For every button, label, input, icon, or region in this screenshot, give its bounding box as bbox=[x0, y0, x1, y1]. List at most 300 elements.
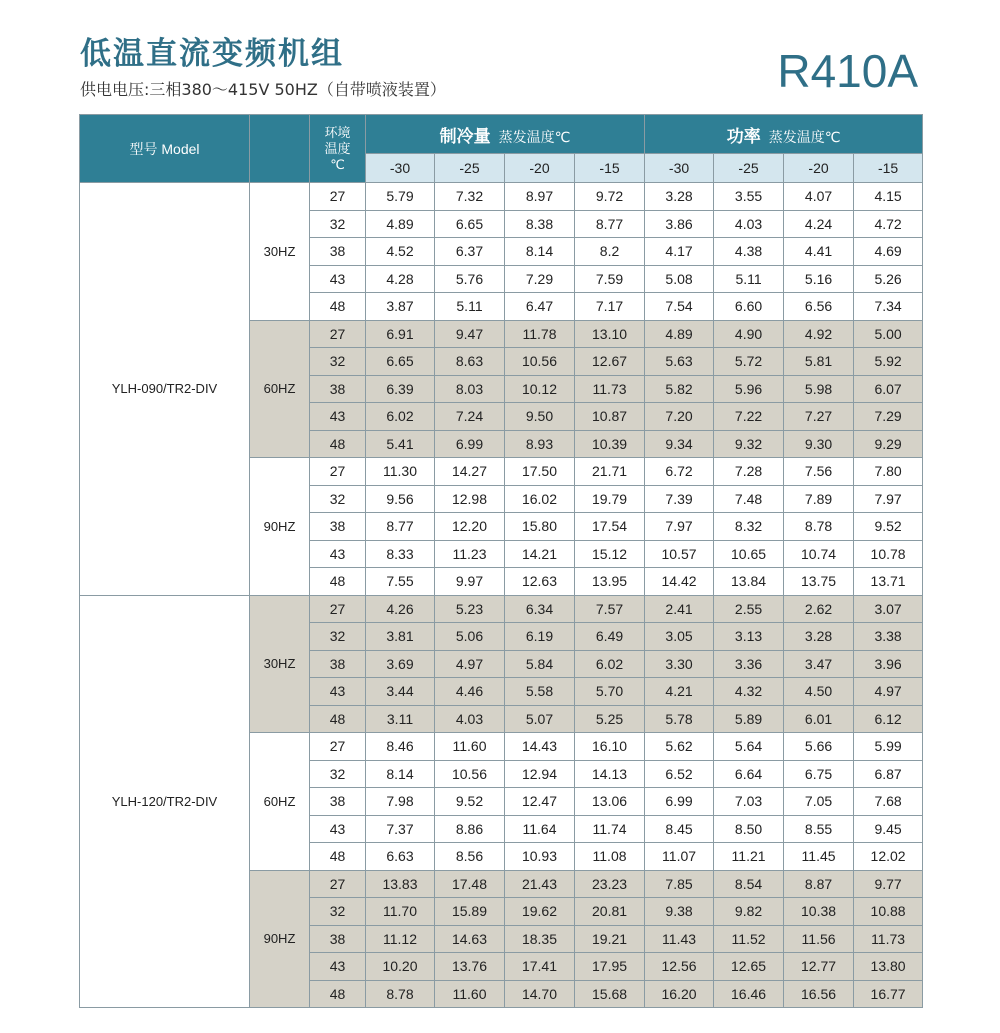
cooling-capacity-cell: 3.69 bbox=[366, 650, 435, 678]
cooling-title: 制冷量 bbox=[439, 126, 491, 146]
cooling-capacity-cell: 12.67 bbox=[575, 348, 645, 376]
model-name-cell: YLH-090/TR2-DIV bbox=[80, 183, 250, 596]
ambient-temp-cell: 38 bbox=[310, 513, 366, 541]
power-cell: 10.88 bbox=[854, 898, 923, 926]
ambient-temp-cell: 43 bbox=[310, 815, 366, 843]
cooling-capacity-cell: 8.46 bbox=[366, 733, 435, 761]
power-cell: 9.29 bbox=[854, 430, 923, 458]
cooling-capacity-cell: 7.24 bbox=[435, 403, 505, 431]
power-cell: 16.56 bbox=[784, 980, 854, 1008]
ambient-temp-cell: 27 bbox=[310, 870, 366, 898]
ambient-temp-cell: 48 bbox=[310, 568, 366, 596]
power-cell: 4.17 bbox=[645, 238, 714, 266]
cooling-capacity-cell: 15.80 bbox=[505, 513, 575, 541]
ambient-temp-cell: 32 bbox=[310, 485, 366, 513]
power-cell: 4.92 bbox=[784, 320, 854, 348]
power-cell: 4.41 bbox=[784, 238, 854, 266]
power-cell: 5.81 bbox=[784, 348, 854, 376]
power-cell: 7.20 bbox=[645, 403, 714, 431]
ambient-temp-cell: 27 bbox=[310, 595, 366, 623]
cooling-capacity-cell: 8.77 bbox=[366, 513, 435, 541]
cooling-capacity-cell: 8.2 bbox=[575, 238, 645, 266]
power-cell: 3.38 bbox=[854, 623, 923, 651]
power-cell: 7.68 bbox=[854, 788, 923, 816]
power-cell: 9.82 bbox=[714, 898, 784, 926]
power-cell: 4.97 bbox=[854, 678, 923, 706]
cooling-capacity-cell: 19.21 bbox=[575, 925, 645, 953]
ambient-temp-cell: 27 bbox=[310, 733, 366, 761]
power-cell: 7.85 bbox=[645, 870, 714, 898]
table-body bbox=[80, 183, 923, 1008]
cooling-capacity-cell: 8.97 bbox=[505, 183, 575, 211]
power-cell: 12.56 bbox=[645, 953, 714, 981]
power-cell: 7.97 bbox=[854, 485, 923, 513]
power-cell: 11.56 bbox=[784, 925, 854, 953]
cooling-capacity-cell: 14.13 bbox=[575, 760, 645, 788]
cooling-capacity-cell: 11.73 bbox=[575, 375, 645, 403]
power-evap-label: 蒸发温度℃ bbox=[768, 128, 841, 145]
evap-temp-header: -15 bbox=[854, 154, 923, 183]
power-cell: 11.52 bbox=[714, 925, 784, 953]
power-cell: 4.90 bbox=[714, 320, 784, 348]
cooling-capacity-cell: 11.60 bbox=[435, 980, 505, 1008]
power-cell: 5.92 bbox=[854, 348, 923, 376]
ambient-temp-cell: 38 bbox=[310, 925, 366, 953]
cooling-capacity-cell: 19.62 bbox=[505, 898, 575, 926]
ambient-temp-cell: 27 bbox=[310, 320, 366, 348]
power-cell: 6.99 bbox=[645, 788, 714, 816]
cooling-capacity-cell: 9.52 bbox=[435, 788, 505, 816]
power-cell: 2.55 bbox=[714, 595, 784, 623]
cooling-capacity-cell: 12.47 bbox=[505, 788, 575, 816]
cooling-capacity-cell: 11.78 bbox=[505, 320, 575, 348]
ambient-header-line2: 温度 bbox=[324, 140, 351, 156]
power-cell: 6.56 bbox=[784, 293, 854, 321]
ambient-temp-cell: 43 bbox=[310, 678, 366, 706]
frequency-cell: 90HZ bbox=[250, 870, 310, 1008]
cooling-capacity-cell: 5.41 bbox=[366, 430, 435, 458]
power-cell: 5.66 bbox=[784, 733, 854, 761]
power-cell: 11.21 bbox=[714, 843, 784, 871]
cooling-capacity-cell: 23.23 bbox=[575, 870, 645, 898]
power-supply-subtitle: 供电电压:三相380～415V 50HZ（自带喷液装置） bbox=[80, 80, 446, 99]
refrigerant-label: R410A bbox=[777, 45, 918, 97]
cooling-capacity-cell: 4.26 bbox=[366, 595, 435, 623]
cooling-capacity-cell: 4.03 bbox=[435, 705, 505, 733]
cooling-capacity-cell: 6.34 bbox=[505, 595, 575, 623]
power-cell: 5.72 bbox=[714, 348, 784, 376]
cooling-capacity-cell: 11.30 bbox=[366, 458, 435, 486]
power-cell: 5.98 bbox=[784, 375, 854, 403]
cooling-capacity-cell: 10.56 bbox=[435, 760, 505, 788]
power-cell: 6.07 bbox=[854, 375, 923, 403]
cooling-capacity-cell: 14.63 bbox=[435, 925, 505, 953]
power-cell: 9.30 bbox=[784, 430, 854, 458]
power-cell: 4.38 bbox=[714, 238, 784, 266]
frequency-cell: 60HZ bbox=[250, 733, 310, 871]
cooling-capacity-cell: 10.39 bbox=[575, 430, 645, 458]
power-cell: 5.08 bbox=[645, 265, 714, 293]
power-cell: 4.50 bbox=[784, 678, 854, 706]
cooling-capacity-cell: 8.56 bbox=[435, 843, 505, 871]
cooling-capacity-cell: 21.43 bbox=[505, 870, 575, 898]
cooling-capacity-cell: 7.57 bbox=[575, 595, 645, 623]
power-cell: 5.78 bbox=[645, 705, 714, 733]
power-cell: 10.38 bbox=[784, 898, 854, 926]
ambient-temp-cell: 38 bbox=[310, 238, 366, 266]
cooling-capacity-cell: 4.46 bbox=[435, 678, 505, 706]
power-cell: 7.27 bbox=[784, 403, 854, 431]
ambient-temp-cell: 32 bbox=[310, 623, 366, 651]
power-cell: 4.72 bbox=[854, 210, 923, 238]
cooling-capacity-cell: 15.12 bbox=[575, 540, 645, 568]
ambient-temp-cell: 43 bbox=[310, 265, 366, 293]
cooling-capacity-cell: 6.02 bbox=[575, 650, 645, 678]
cooling-capacity-cell: 15.89 bbox=[435, 898, 505, 926]
power-cell: 5.99 bbox=[854, 733, 923, 761]
power-cell: 16.46 bbox=[714, 980, 784, 1008]
page-title: 低温直流变频机组 bbox=[80, 36, 344, 72]
power-cell: 5.26 bbox=[854, 265, 923, 293]
power-cell: 4.32 bbox=[714, 678, 784, 706]
cooling-capacity-cell: 11.64 bbox=[505, 815, 575, 843]
evap-temp-header: -15 bbox=[575, 154, 645, 183]
power-cell: 7.28 bbox=[714, 458, 784, 486]
power-cell: 11.43 bbox=[645, 925, 714, 953]
power-cell: 16.77 bbox=[854, 980, 923, 1008]
cooling-capacity-cell: 5.23 bbox=[435, 595, 505, 623]
cooling-capacity-cell: 10.87 bbox=[575, 403, 645, 431]
evap-temp-header: -25 bbox=[435, 154, 505, 183]
ambient-temp-cell: 48 bbox=[310, 430, 366, 458]
cooling-capacity-cell: 10.56 bbox=[505, 348, 575, 376]
ambient-temp-cell: 38 bbox=[310, 788, 366, 816]
power-cell: 10.78 bbox=[854, 540, 923, 568]
power-cell: 7.05 bbox=[784, 788, 854, 816]
cooling-capacity-cell: 11.12 bbox=[366, 925, 435, 953]
power-cell: 6.01 bbox=[784, 705, 854, 733]
model-header: 型号 Model bbox=[80, 115, 250, 183]
cooling-capacity-cell: 8.14 bbox=[505, 238, 575, 266]
cooling-capacity-cell: 19.79 bbox=[575, 485, 645, 513]
power-cell: 6.72 bbox=[645, 458, 714, 486]
cooling-capacity-cell: 7.55 bbox=[366, 568, 435, 596]
cooling-capacity-cell: 3.11 bbox=[366, 705, 435, 733]
cooling-capacity-cell: 4.97 bbox=[435, 650, 505, 678]
cooling-capacity-cell: 15.68 bbox=[575, 980, 645, 1008]
power-cell: 7.48 bbox=[714, 485, 784, 513]
power-cell: 5.00 bbox=[854, 320, 923, 348]
power-cell: 9.34 bbox=[645, 430, 714, 458]
frequency-cell: 30HZ bbox=[250, 183, 310, 321]
power-cell: 3.05 bbox=[645, 623, 714, 651]
cooling-capacity-cell: 5.25 bbox=[575, 705, 645, 733]
cooling-capacity-cell: 11.08 bbox=[575, 843, 645, 871]
cooling-capacity-cell: 8.86 bbox=[435, 815, 505, 843]
power-cell: 5.11 bbox=[714, 265, 784, 293]
ambient-temp-cell: 38 bbox=[310, 650, 366, 678]
power-cell: 7.80 bbox=[854, 458, 923, 486]
power-cell: 8.78 bbox=[784, 513, 854, 541]
cooling-capacity-cell: 5.06 bbox=[435, 623, 505, 651]
cooling-capacity-cell: 6.99 bbox=[435, 430, 505, 458]
power-cell: 2.41 bbox=[645, 595, 714, 623]
power-cell: 3.47 bbox=[784, 650, 854, 678]
cooling-capacity-cell: 20.81 bbox=[575, 898, 645, 926]
power-cell: 7.89 bbox=[784, 485, 854, 513]
cooling-capacity-cell: 4.52 bbox=[366, 238, 435, 266]
power-cell: 14.42 bbox=[645, 568, 714, 596]
power-cell: 6.12 bbox=[854, 705, 923, 733]
ambient-temp-cell: 27 bbox=[310, 458, 366, 486]
power-cell: 3.36 bbox=[714, 650, 784, 678]
ambient-temp-cell: 32 bbox=[310, 210, 366, 238]
cooling-capacity-cell: 7.37 bbox=[366, 815, 435, 843]
power-cell: 9.38 bbox=[645, 898, 714, 926]
cooling-capacity-cell: 9.47 bbox=[435, 320, 505, 348]
cooling-capacity-cell: 16.10 bbox=[575, 733, 645, 761]
cooling-capacity-cell: 3.81 bbox=[366, 623, 435, 651]
power-cell: 13.80 bbox=[854, 953, 923, 981]
cooling-capacity-cell: 5.07 bbox=[505, 705, 575, 733]
power-cell: 6.64 bbox=[714, 760, 784, 788]
cooling-capacity-cell: 8.03 bbox=[435, 375, 505, 403]
cooling-capacity-cell: 6.91 bbox=[366, 320, 435, 348]
power-cell: 8.50 bbox=[714, 815, 784, 843]
power-cell: 12.77 bbox=[784, 953, 854, 981]
cooling-capacity-cell: 8.14 bbox=[366, 760, 435, 788]
frequency-header bbox=[250, 115, 310, 183]
cooling-capacity-cell: 5.79 bbox=[366, 183, 435, 211]
model-name-cell: YLH-120/TR2-DIV bbox=[80, 595, 250, 1008]
power-cell: 4.69 bbox=[854, 238, 923, 266]
cooling-capacity-cell: 7.59 bbox=[575, 265, 645, 293]
power-cell: 3.55 bbox=[714, 183, 784, 211]
cooling-capacity-cell: 13.83 bbox=[366, 870, 435, 898]
power-cell: 7.29 bbox=[854, 403, 923, 431]
cooling-capacity-cell: 10.93 bbox=[505, 843, 575, 871]
power-cell: 5.62 bbox=[645, 733, 714, 761]
power-title: 功率 bbox=[726, 126, 761, 146]
power-cell: 5.96 bbox=[714, 375, 784, 403]
power-cell: 10.74 bbox=[784, 540, 854, 568]
power-cell: 4.24 bbox=[784, 210, 854, 238]
cooling-capacity-cell: 8.77 bbox=[575, 210, 645, 238]
cooling-capacity-cell: 17.54 bbox=[575, 513, 645, 541]
power-cell: 16.20 bbox=[645, 980, 714, 1008]
cooling-capacity-cell: 12.63 bbox=[505, 568, 575, 596]
power-cell: 3.86 bbox=[645, 210, 714, 238]
power-cell: 7.97 bbox=[645, 513, 714, 541]
cooling-capacity-cell: 11.74 bbox=[575, 815, 645, 843]
cooling-capacity-cell: 8.93 bbox=[505, 430, 575, 458]
power-cell: 6.87 bbox=[854, 760, 923, 788]
ambient-temp-cell: 43 bbox=[310, 953, 366, 981]
power-cell: 3.96 bbox=[854, 650, 923, 678]
cooling-capacity-cell: 7.17 bbox=[575, 293, 645, 321]
power-cell: 13.71 bbox=[854, 568, 923, 596]
power-cell: 7.39 bbox=[645, 485, 714, 513]
ambient-header-line3: ℃ bbox=[330, 156, 345, 172]
cooling-capacity-cell: 8.38 bbox=[505, 210, 575, 238]
cooling-capacity-cell: 5.70 bbox=[575, 678, 645, 706]
cooling-capacity-cell: 8.78 bbox=[366, 980, 435, 1008]
cooling-capacity-cell: 17.50 bbox=[505, 458, 575, 486]
power-cell: 11.45 bbox=[784, 843, 854, 871]
power-cell: 6.60 bbox=[714, 293, 784, 321]
frequency-cell: 30HZ bbox=[250, 595, 310, 733]
power-cell: 7.34 bbox=[854, 293, 923, 321]
power-cell: 10.65 bbox=[714, 540, 784, 568]
cooling-capacity-cell: 13.95 bbox=[575, 568, 645, 596]
power-cell: 5.89 bbox=[714, 705, 784, 733]
power-cell: 6.75 bbox=[784, 760, 854, 788]
cooling-capacity-cell: 6.37 bbox=[435, 238, 505, 266]
cooling-capacity-cell: 3.44 bbox=[366, 678, 435, 706]
power-cell: 5.82 bbox=[645, 375, 714, 403]
ambient-temp-cell: 48 bbox=[310, 293, 366, 321]
ambient-temp-cell: 32 bbox=[310, 348, 366, 376]
cooling-capacity-cell: 11.23 bbox=[435, 540, 505, 568]
ambient-temp-cell: 48 bbox=[310, 705, 366, 733]
cooling-capacity-cell: 18.35 bbox=[505, 925, 575, 953]
power-cell: 13.84 bbox=[714, 568, 784, 596]
power-cell: 12.65 bbox=[714, 953, 784, 981]
evap-temp-header: -20 bbox=[784, 154, 854, 183]
ambient-temp-cell: 43 bbox=[310, 540, 366, 568]
cooling-capacity-cell: 6.19 bbox=[505, 623, 575, 651]
cooling-capacity-cell: 14.27 bbox=[435, 458, 505, 486]
cooling-capacity-cell: 3.87 bbox=[366, 293, 435, 321]
power-cell: 10.57 bbox=[645, 540, 714, 568]
power-cell: 3.30 bbox=[645, 650, 714, 678]
cooling-capacity-cell: 6.02 bbox=[366, 403, 435, 431]
cooling-capacity-header bbox=[366, 115, 645, 154]
power-header bbox=[645, 115, 923, 154]
cooling-capacity-cell: 6.65 bbox=[366, 348, 435, 376]
ambient-temp-cell: 32 bbox=[310, 760, 366, 788]
cooling-capacity-cell: 9.97 bbox=[435, 568, 505, 596]
cooling-capacity-cell: 8.33 bbox=[366, 540, 435, 568]
power-cell: 7.56 bbox=[784, 458, 854, 486]
ambient-temp-cell: 48 bbox=[310, 843, 366, 871]
cooling-capacity-cell: 11.60 bbox=[435, 733, 505, 761]
ambient-temp-cell: 32 bbox=[310, 898, 366, 926]
cooling-capacity-cell: 5.76 bbox=[435, 265, 505, 293]
cooling-capacity-cell: 9.72 bbox=[575, 183, 645, 211]
power-cell: 9.45 bbox=[854, 815, 923, 843]
cooling-capacity-cell: 12.94 bbox=[505, 760, 575, 788]
power-cell: 4.89 bbox=[645, 320, 714, 348]
power-cell: 7.03 bbox=[714, 788, 784, 816]
cooling-capacity-cell: 4.89 bbox=[366, 210, 435, 238]
cooling-capacity-cell: 9.56 bbox=[366, 485, 435, 513]
power-cell: 9.52 bbox=[854, 513, 923, 541]
cooling-capacity-cell: 6.39 bbox=[366, 375, 435, 403]
power-cell: 3.28 bbox=[784, 623, 854, 651]
power-cell: 5.16 bbox=[784, 265, 854, 293]
power-cell: 8.45 bbox=[645, 815, 714, 843]
cooling-capacity-cell: 7.32 bbox=[435, 183, 505, 211]
cooling-capacity-cell: 9.50 bbox=[505, 403, 575, 431]
cooling-capacity-cell: 17.95 bbox=[575, 953, 645, 981]
cooling-capacity-cell: 4.28 bbox=[366, 265, 435, 293]
cooling-capacity-cell: 14.21 bbox=[505, 540, 575, 568]
power-cell: 11.73 bbox=[854, 925, 923, 953]
cooling-capacity-cell: 12.20 bbox=[435, 513, 505, 541]
cooling-capacity-cell: 5.58 bbox=[505, 678, 575, 706]
power-cell: 9.32 bbox=[714, 430, 784, 458]
cooling-capacity-cell: 11.70 bbox=[366, 898, 435, 926]
cooling-capacity-cell: 7.29 bbox=[505, 265, 575, 293]
cooling-capacity-cell: 17.48 bbox=[435, 870, 505, 898]
power-cell: 6.52 bbox=[645, 760, 714, 788]
power-cell: 12.02 bbox=[854, 843, 923, 871]
power-cell: 9.77 bbox=[854, 870, 923, 898]
cooling-evap-label: 蒸发温度℃ bbox=[498, 128, 571, 145]
cooling-capacity-cell: 13.76 bbox=[435, 953, 505, 981]
cooling-capacity-cell: 5.84 bbox=[505, 650, 575, 678]
cooling-capacity-cell: 14.70 bbox=[505, 980, 575, 1008]
ambient-temp-cell: 38 bbox=[310, 375, 366, 403]
cooling-capacity-cell: 6.49 bbox=[575, 623, 645, 651]
cooling-capacity-cell: 6.47 bbox=[505, 293, 575, 321]
table-row bbox=[80, 595, 923, 623]
power-cell: 13.75 bbox=[784, 568, 854, 596]
power-cell: 7.54 bbox=[645, 293, 714, 321]
table-header bbox=[80, 115, 923, 183]
table-row bbox=[80, 183, 923, 211]
power-cell: 4.07 bbox=[784, 183, 854, 211]
cooling-capacity-cell: 6.63 bbox=[366, 843, 435, 871]
power-cell: 4.21 bbox=[645, 678, 714, 706]
ambient-temp-header bbox=[310, 115, 366, 183]
power-cell: 3.07 bbox=[854, 595, 923, 623]
ambient-temp-cell: 48 bbox=[310, 980, 366, 1008]
cooling-capacity-cell: 5.11 bbox=[435, 293, 505, 321]
power-cell: 5.63 bbox=[645, 348, 714, 376]
performance-table bbox=[79, 114, 923, 1008]
power-cell: 3.13 bbox=[714, 623, 784, 651]
evap-temp-header: -20 bbox=[505, 154, 575, 183]
cooling-capacity-cell: 17.41 bbox=[505, 953, 575, 981]
cooling-capacity-cell: 21.71 bbox=[575, 458, 645, 486]
cooling-capacity-cell: 6.65 bbox=[435, 210, 505, 238]
frequency-cell: 60HZ bbox=[250, 320, 310, 458]
cooling-capacity-cell: 8.63 bbox=[435, 348, 505, 376]
evap-temp-header: -30 bbox=[645, 154, 714, 183]
power-cell: 5.64 bbox=[714, 733, 784, 761]
power-cell: 8.32 bbox=[714, 513, 784, 541]
cooling-capacity-cell: 10.12 bbox=[505, 375, 575, 403]
cooling-capacity-cell: 7.98 bbox=[366, 788, 435, 816]
cooling-capacity-cell: 13.10 bbox=[575, 320, 645, 348]
cooling-capacity-cell: 16.02 bbox=[505, 485, 575, 513]
cooling-capacity-cell: 10.20 bbox=[366, 953, 435, 981]
ambient-temp-cell: 43 bbox=[310, 403, 366, 431]
power-cell: 8.55 bbox=[784, 815, 854, 843]
ambient-temp-cell: 27 bbox=[310, 183, 366, 211]
evap-temp-header: -30 bbox=[366, 154, 435, 183]
cooling-capacity-cell: 12.98 bbox=[435, 485, 505, 513]
power-cell: 4.03 bbox=[714, 210, 784, 238]
frequency-cell: 90HZ bbox=[250, 458, 310, 596]
power-cell: 4.15 bbox=[854, 183, 923, 211]
ambient-header-line1: 环境 bbox=[324, 124, 351, 140]
cooling-capacity-cell: 13.06 bbox=[575, 788, 645, 816]
power-cell: 8.54 bbox=[714, 870, 784, 898]
cooling-capacity-cell: 14.43 bbox=[505, 733, 575, 761]
